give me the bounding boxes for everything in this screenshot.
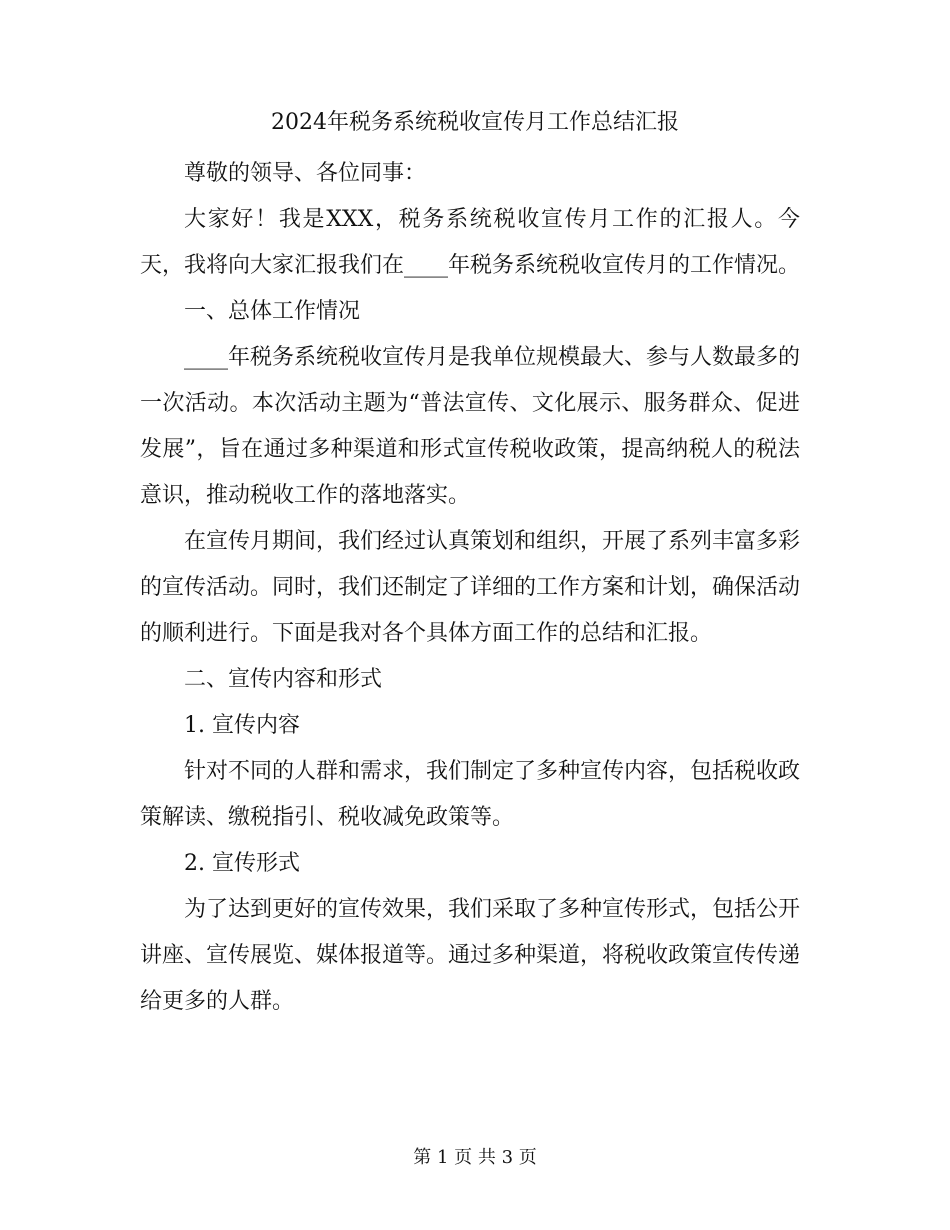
document-title: 2024年税务系统税收宣传月工作总结汇报	[271, 110, 679, 135]
intro-paragraph: 大家好！我是XXX，税务系统税收宣传月工作的汇报人。今天，我将向大家汇报我们在____年税务系统税收宣传月的工作情况。	[140, 207, 801, 278]
section-heading-overall: 一、总体工作情况	[184, 299, 361, 324]
salutation: 尊敬的领导、各位同事：	[184, 161, 427, 186]
subheading-form: 2. 宣传形式	[184, 851, 300, 876]
overall-paragraph: ____年税务系统税收宣传月是我单位规模最大、参与人数最多的一次活动。本次活动主题为“普法宣传、文化展示、服务群众、促进发展”，旨在通过多种渠道和形式宣传税收政策，提高纳税人的税法意识，推动税收工作的落地落实。	[140, 345, 801, 508]
section-heading-content-form: 二、宣传内容和形式	[184, 667, 383, 692]
planning-paragraph: 在宣传月期间，我们经过认真策划和组织，开展了系列丰富多彩的宣传活动。同时，我们还制定了详细的工作方案和计划，确保活动的顺利进行。下面是我对各个具体方面工作的总结和汇报。	[140, 529, 801, 646]
subheading-content: 1. 宣传内容	[184, 713, 300, 738]
content-paragraph: 针对不同的人群和需求，我们制定了多种宣传内容，包括税收政策解读、缴税指引、税收减免政策等。	[140, 759, 801, 830]
document-body	[140, 151, 800, 1025]
form-paragraph: 为了达到更好的宣传效果，我们采取了多种宣传形式，包括公开讲座、宣传展览、媒体报道等。通过多种渠道，将税收政策宣传传递给更多的人群。	[140, 897, 801, 1014]
page-footer: 第 1 页 共 3 页	[413, 1147, 537, 1168]
